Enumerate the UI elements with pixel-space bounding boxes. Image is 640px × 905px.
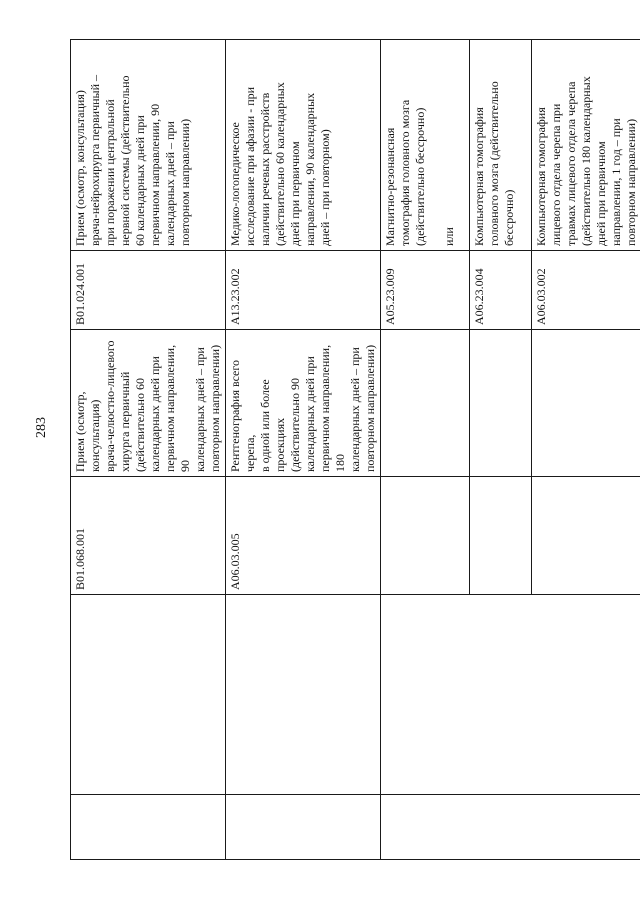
- code-cell: A06.03.002: [532, 251, 640, 330]
- service-cell: Медико-логопедическое исследование при афазии - при наличии речевых расстройств (действительно 60 календарных дней при первичном направлении, 90 календарных дней – при повторном): [226, 40, 381, 251]
- empty-cell: [470, 330, 532, 477]
- empty-cell: [470, 477, 532, 595]
- empty-cell: [532, 330, 640, 477]
- service-cell: [71, 595, 226, 795]
- empty-cell: [381, 795, 640, 860]
- service-cell: Магнитно-резонансная томография головного мозга (действительно бессрочно) или: [381, 40, 470, 251]
- service-cell: [226, 595, 381, 795]
- services-table: [70, 39, 640, 860]
- table-row: [381, 40, 470, 860]
- service-cell: Прием (осмотр, консультация) врача-челюстно-лицевого хирурга первичный (действительно 60 календарных дней при первичном направлении, 90 календарных дней – при повторном направлении): [71, 330, 226, 477]
- code-cell: A05.23.009: [381, 251, 470, 330]
- code-cell: B01.068.001: [71, 477, 226, 595]
- service-cell: Рентгенография всего черепа, в одной или более проекциях (действительно 90 календарных дней при первичном направлении, 180 календарных дней – при повторном направлении): [226, 330, 381, 477]
- page-number: 283: [34, 417, 49, 438]
- or-text: или: [442, 227, 456, 246]
- service-cell: Компьютерная томография головного мозга (действительно бессрочно): [470, 40, 532, 251]
- code-cell: A13.23.002: [226, 251, 381, 330]
- empty-cell: [381, 595, 640, 795]
- code-cell: B01.024.001: [71, 251, 226, 330]
- empty-cell: [532, 477, 640, 595]
- code-cell: [71, 795, 226, 860]
- empty-cell: [381, 330, 470, 477]
- service-cell: Компьютерная томография лицевого отдела черепа при травмах лицевого отдела черепа (действительно 180 календарных дней при первичном направлении, 1 год – при повторном направлении): [532, 40, 640, 251]
- rotated-table-container: [70, 40, 638, 860]
- code-cell: A06.23.004: [470, 251, 532, 330]
- code-cell: A06.03.005: [226, 477, 381, 595]
- table-row: [71, 40, 226, 860]
- empty-cell: [381, 477, 470, 595]
- code-cell: [226, 795, 381, 860]
- table-row: [226, 40, 381, 860]
- service-cell: Прием (осмотр, консультация) врача-нейрохирурга первичный – при поражении центральной нервной системы (действительно 60 календарных дней при первичном направлении, 90 календарных дней – при повторном направлении): [71, 40, 226, 251]
